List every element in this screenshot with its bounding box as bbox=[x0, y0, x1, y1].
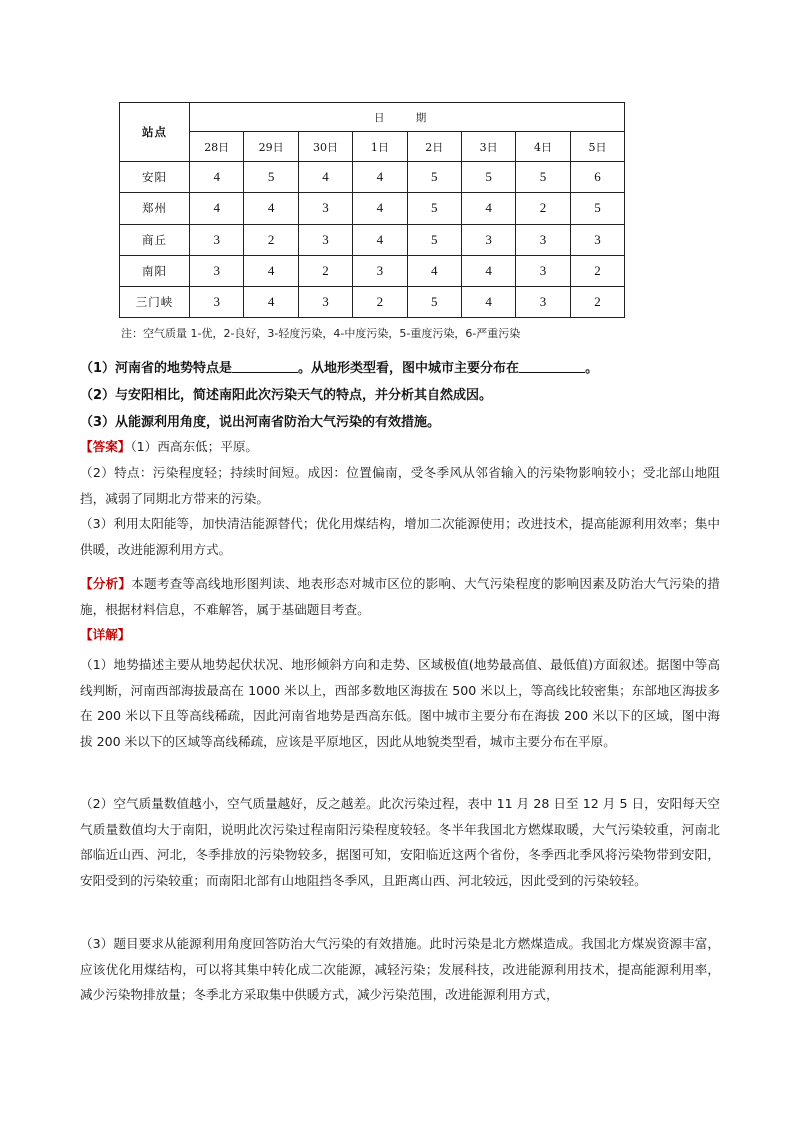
station-header: 站点 bbox=[120, 103, 190, 162]
question-2: （2）与安阳相比，简述南阳此次污染天气的特点，并分析其自然成因。 bbox=[80, 388, 493, 403]
table-row bbox=[120, 224, 625, 255]
value-cell: 4 bbox=[461, 286, 515, 317]
answer-1: （1）西高东低；平原。 bbox=[130, 439, 259, 454]
date-cell: 1日 bbox=[353, 132, 407, 162]
analysis-text: 本题考查等高线地形图判读、地表形态对城市区位的影响、大气污染程度的影响因素及防治大气污染的措施，根据材料信息，不难解答，属于基础题目考查。 bbox=[80, 576, 721, 617]
value-cell: 2 bbox=[298, 255, 352, 286]
question-1 bbox=[80, 357, 598, 376]
value-cell: 5 bbox=[516, 162, 570, 193]
table-note: 注：空气质量 1-优，2-良好，3-轻度污染，4-中度污染，5-重度污染，6-严重污染 bbox=[121, 327, 521, 340]
value-cell: 3 bbox=[190, 286, 244, 317]
value-cell: 4 bbox=[190, 162, 244, 193]
value-cell: 3 bbox=[298, 224, 352, 255]
date-cell: 4日 bbox=[516, 132, 570, 162]
station-cell: 南阳 bbox=[120, 255, 190, 286]
table-row bbox=[120, 286, 625, 317]
date-header: 日 期 bbox=[190, 103, 625, 132]
date-cell: 28日 bbox=[190, 132, 244, 162]
station-cell: 安阳 bbox=[120, 162, 190, 193]
value-cell: 4 bbox=[461, 255, 515, 286]
detail-tag: 【详解】 bbox=[80, 627, 131, 642]
value-cell: 4 bbox=[353, 162, 407, 193]
air-quality-table bbox=[119, 102, 625, 318]
value-cell: 5 bbox=[407, 286, 461, 317]
question-3: （3）从能源利用角度，说出河南省防治大气污染的有效措施。 bbox=[80, 415, 441, 430]
answer-blank-2 bbox=[519, 360, 585, 373]
answer-blank-1 bbox=[232, 360, 298, 373]
table-row bbox=[120, 255, 625, 286]
value-cell: 3 bbox=[570, 224, 624, 255]
value-cell: 2 bbox=[570, 286, 624, 317]
value-cell: 5 bbox=[570, 193, 624, 224]
value-cell: 2 bbox=[570, 255, 624, 286]
value-cell: 5 bbox=[407, 224, 461, 255]
question-1-text-b: 。从地形类型看，图中城市主要分布在 bbox=[298, 361, 520, 376]
value-cell: 4 bbox=[353, 193, 407, 224]
value-cell: 3 bbox=[516, 255, 570, 286]
date-cell: 2日 bbox=[407, 132, 461, 162]
value-cell: 3 bbox=[461, 224, 515, 255]
value-cell: 5 bbox=[407, 193, 461, 224]
detail-3: （3）题目要求从能源利用角度回答防治大气污染的有效措施。此时污染是北方燃煤造成。我国北方煤炭资源丰富，应该优化用煤结构，可以将其集中转化成二次能源，减轻污染；发展科技，改进能源利用技术，提高能源利用率，减少污染物排放量；冬季北方采取集中供暖方式，减少污染范围，改进能源利用方式， bbox=[80, 936, 720, 1002]
value-cell: 4 bbox=[461, 193, 515, 224]
table-row bbox=[120, 162, 625, 193]
question-1-text-a: （1）河南省的地势特点是 bbox=[80, 361, 233, 376]
analysis-section bbox=[80, 571, 720, 622]
value-cell: 4 bbox=[190, 193, 244, 224]
question-1-text-end: 。 bbox=[585, 361, 599, 376]
value-cell: 4 bbox=[244, 193, 298, 224]
value-cell: 3 bbox=[353, 255, 407, 286]
value-cell: 6 bbox=[570, 162, 624, 193]
value-cell: 5 bbox=[407, 162, 461, 193]
value-cell: 2 bbox=[244, 224, 298, 255]
value-cell: 5 bbox=[461, 162, 515, 193]
table-row bbox=[120, 193, 625, 224]
answer-2: （2）特点：污染程度轻；持续时间短。成因：位置偏南，受冬季风从邻省输入的污染物影响较小；受北部山地阻挡，减弱了同期北方带来的污染。 bbox=[80, 465, 720, 506]
value-cell: 4 bbox=[298, 162, 352, 193]
date-cell: 3日 bbox=[461, 132, 515, 162]
answer-3: （3）利用太阳能等，加快清洁能源替代；优化用煤结构，增加二次能源使用；改进技术，提高能源利用效率；集中供暖，改进能源利用方式。 bbox=[80, 516, 720, 557]
date-cell: 5日 bbox=[570, 132, 624, 162]
value-cell: 3 bbox=[298, 193, 352, 224]
value-cell: 5 bbox=[244, 162, 298, 193]
station-cell: 郑州 bbox=[120, 193, 190, 224]
answer-tag: 【答案】 bbox=[80, 439, 131, 454]
value-cell: 2 bbox=[516, 193, 570, 224]
value-cell: 4 bbox=[244, 286, 298, 317]
value-cell: 4 bbox=[407, 255, 461, 286]
date-cell: 29日 bbox=[244, 132, 298, 162]
station-cell: 三门峡 bbox=[120, 286, 190, 317]
value-cell: 4 bbox=[244, 255, 298, 286]
value-cell: 3 bbox=[298, 286, 352, 317]
value-cell: 2 bbox=[353, 286, 407, 317]
value-cell: 4 bbox=[353, 224, 407, 255]
analysis-tag: 【分析】 bbox=[80, 576, 132, 591]
value-cell: 3 bbox=[516, 286, 570, 317]
detail-2: （2）空气质量数值越小，空气质量越好，反之越差。此次污染过程，表中 11 月 28 日至 12 月 5 日，安阳每天空气质量数值均大于南阳，说明此次污染过程南阳污染程度较轻。冬半年我国北方燃煤取暖，大气污染较重，河南北部临近山西、河北，冬季排放的污染物较多，据图可知，安阳临近这两个省份，冬季西北季风将污染物带到安阳，安阳受到的污染较重；而南阳北部有山地阻挡冬季风，且距离山西、河北较远，因此受到的污染较轻。 bbox=[80, 796, 720, 888]
date-cell: 30日 bbox=[298, 132, 352, 162]
detail-1: （1）地势描述主要从地势起伏状况、地形倾斜方向和走势、区域极值(地势最高值、最低值)方面叙述。据图中等高线判断，河南西部海拔最高在 1000 米以上，西部多数地区海拔在 500 米以上，等高线比较密集；东部地区海拔多在 200 米以下且等高线稀疏，因此河南省地势是西高东低。图中城市主要分布在海拔 200 米以下的区域，图中海拔 200 米以下的区域等高线稀疏，应该是平原地区，因此从地貌类型看，城市主要分布在平原。 bbox=[80, 657, 720, 749]
answer-section bbox=[80, 434, 720, 460]
station-cell: 商丘 bbox=[120, 224, 190, 255]
value-cell: 3 bbox=[190, 224, 244, 255]
value-cell: 3 bbox=[516, 224, 570, 255]
value-cell: 3 bbox=[190, 255, 244, 286]
